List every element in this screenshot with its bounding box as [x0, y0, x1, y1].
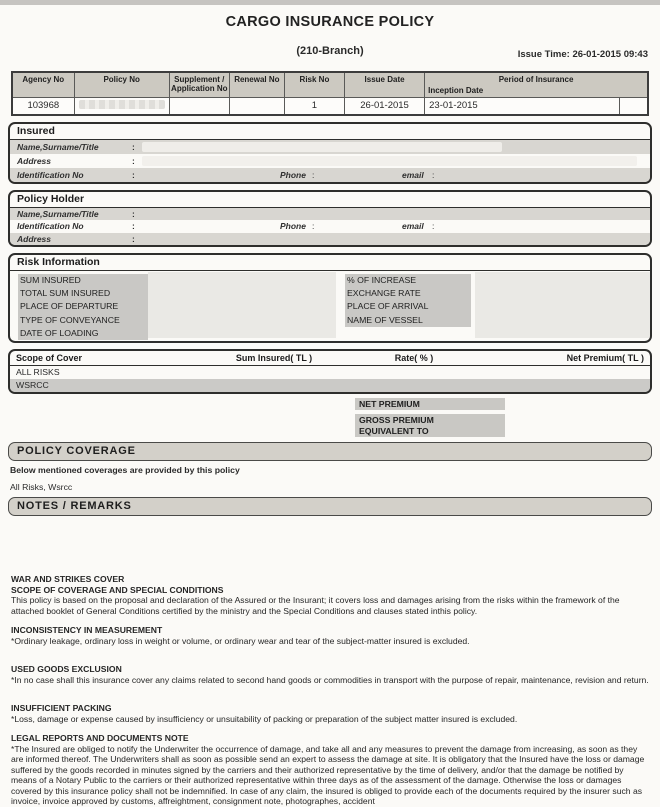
page-title: CARGO INSURANCE POLICY	[225, 14, 435, 30]
condition-body: *Ordinary leakage, ordinary loss in weight or volume, or ordinary wear and tear of the subject-matter insured is excluded.	[11, 635, 470, 646]
condition-heading: SCOPE OF COVERAGE AND SPECIAL CONDITIONS	[11, 584, 224, 595]
place-of-arrival-label: PLACE OF ARRIVAL	[345, 300, 471, 313]
risk-no-value: 1	[284, 98, 344, 115]
policy-holder-name-row	[10, 208, 650, 221]
sum-insured-col: Sum Insured( TL )	[235, 353, 313, 363]
conditions-block	[11, 574, 649, 807]
scope-row-all-risks: ALL RISKS	[16, 367, 60, 377]
colon: :	[132, 141, 135, 152]
insured-id-row	[10, 168, 650, 182]
col-supplement-no: Supplement / Application No	[169, 72, 229, 98]
insured-address-row	[10, 154, 650, 168]
notes-remarks-header: NOTES / REMARKS	[8, 497, 652, 516]
supplement-no-value	[169, 98, 229, 115]
risk-right-values-redaction	[475, 272, 652, 338]
policy-coverage-header: POLICY COVERAGE	[8, 442, 652, 461]
risk-information-section	[8, 253, 652, 343]
sum-insured-label: SUM INSURED	[18, 274, 148, 287]
policy-holder-section	[8, 190, 652, 248]
colon: :	[132, 155, 135, 166]
exchange-rate-label: EXCHANGE RATE	[345, 287, 471, 300]
insured-section-title: Insured	[10, 124, 650, 140]
policy-coverage-subtitle: Below mentioned coverages are provided by this policy	[10, 465, 240, 475]
issue-date-value: 26-01-2015	[345, 98, 425, 115]
condition-war-strikes	[11, 574, 649, 585]
scope-row-wsrcc: WSRCC	[10, 379, 650, 392]
scope-of-cover-header-row	[10, 351, 650, 366]
rate-col: Rate( % )	[394, 353, 434, 363]
condition-heading: USED GOODS EXCLUSION	[11, 664, 122, 674]
insured-email-label: email	[402, 169, 424, 180]
condition-inconsistency	[11, 625, 649, 646]
colon: :	[312, 221, 315, 231]
insured-name-label: Name,Surname/Title	[17, 141, 99, 152]
renewal-no-value	[229, 98, 284, 115]
col-agency-no: Agency No	[12, 72, 74, 98]
policy-no-redaction	[79, 100, 165, 109]
risk-information-body	[10, 272, 650, 340]
scope-of-cover-col: Scope of Cover	[16, 353, 83, 363]
colon: :	[432, 221, 435, 231]
condition-heading: WAR AND STRIKES COVER	[11, 574, 125, 584]
equivalent-to-label: EQUIVALENT TO	[359, 425, 429, 436]
subheader-row	[0, 45, 660, 63]
condition-heading: INSUFFICIENT PACKING	[11, 703, 112, 713]
insured-phone-label: Phone	[280, 169, 306, 180]
risk-right-column	[345, 272, 471, 325]
place-of-departure-label: PLACE OF DEPARTURE	[18, 300, 148, 313]
policy-coverage-list: All Risks, Wsrcc	[10, 482, 73, 492]
gross-premium-label: GROSS PREMIUM	[359, 415, 434, 425]
policy-holder-id-row	[10, 220, 650, 233]
insured-id-label: Identification No	[17, 169, 84, 180]
condition-used-goods	[11, 664, 649, 685]
col-renewal-no: Renewal No	[229, 72, 284, 98]
condition-body: *Loss, damage or expense caused by insufficiency or unsuitability of packing or preparation of the subject matter insured is excluded.	[11, 713, 518, 724]
name-of-vessel-label: NAME OF VESSEL	[345, 314, 471, 327]
colon: :	[132, 221, 135, 231]
insured-section	[8, 122, 652, 184]
notes-remarks-redacted-area	[0, 516, 660, 574]
condition-insufficient-packing	[11, 703, 649, 724]
policy-holder-id-label: Identification No	[17, 221, 84, 231]
issue-time-label: Issue Time: 26-01-2015 09:43	[517, 49, 648, 60]
type-of-conveyance-label: TYPE OF CONVEYANCE	[18, 314, 148, 327]
scan-top-strip	[0, 0, 660, 5]
policy-table-value-row	[12, 98, 648, 115]
risk-information-title: Risk Information	[10, 255, 650, 271]
policy-holder-phone-label: Phone	[280, 221, 306, 231]
col-period-of-insurance	[425, 72, 648, 98]
policy-holder-email-label: email	[402, 221, 424, 231]
condition-body: *The Insured are obliged to notify the Underwriter the occurrence of damage, and take all and any measures to prevent the damage from increasing, as soon as they are informed thereof. The Underwriters shall as soon as possible send an expert to assess the damage at site. It is obligatory that the Insured have the loss or damage suffered by the goods recorded in minutes signed by the carriers and their authorized representative by the time of delivery, and/or that the damage be notified by means of a Notary Public to the carriers or their authorized representative within three days as of the assessment of the damage. Otherwise the loss or damages covered by this insurance policy shall not be indemnified. In case of any claim, the insured is obliged to provide each of the documents required by the insurer such as invoice, invoice approved by customs, affreightment, consignment note, photographes, accident	[11, 743, 645, 806]
insured-address-label: Address	[17, 155, 52, 166]
inception-date-label: Inception Date	[428, 86, 484, 95]
agency-no-value: 103968	[12, 98, 74, 115]
condition-body: *In no case shall this insurance cover any claims related to second hand goods or commodities in transport with the purpose of repair, maintenance, revision and return.	[11, 674, 649, 685]
policy-no-value	[74, 98, 169, 115]
scope-of-cover-section	[8, 349, 652, 394]
percent-of-increase-label: % OF INCREASE	[345, 274, 471, 287]
policy-holder-address-row	[10, 233, 650, 246]
policy-summary-table	[11, 71, 649, 116]
premium-summary	[355, 398, 645, 437]
net-premium-label: NET PREMIUM	[355, 398, 505, 410]
policy-holder-address-label: Address	[17, 233, 52, 244]
condition-heading: INCONSISTENCY IN MEASUREMENT	[11, 625, 163, 635]
period-of-insurance-label: Period of Insurance	[498, 75, 574, 84]
col-risk-no: Risk No	[284, 72, 344, 98]
gross-premium-equivalent-box	[355, 414, 505, 437]
colon: :	[312, 169, 315, 180]
colon: :	[132, 208, 135, 219]
inception-date-value: 23-01-2015	[425, 98, 620, 115]
branch-label: (210-Branch)	[296, 45, 364, 57]
col-policy-no: Policy No	[74, 72, 169, 98]
policy-table-header-row	[12, 72, 648, 98]
risk-left-column	[18, 272, 148, 338]
insured-name-row	[10, 140, 650, 154]
colon: :	[132, 169, 135, 180]
insured-name-redaction	[142, 142, 502, 152]
condition-heading: LEGAL REPORTS AND DOCUMENTS NOTE	[11, 733, 189, 743]
policy-holder-name-label: Name,Surname/Title	[17, 208, 99, 219]
net-premium-col: Net Premium( TL )	[566, 353, 644, 363]
risk-left-values-redaction	[148, 272, 336, 338]
colon: :	[432, 169, 435, 180]
policy-holder-section-title: Policy Holder	[10, 192, 650, 208]
condition-legal-reports	[11, 733, 649, 807]
colon: :	[132, 233, 135, 244]
total-sum-insured-label: TOTAL SUM INSURED	[18, 287, 148, 300]
date-of-loading-label: DATE OF LOADING	[18, 327, 148, 340]
col-issue-date: Issue Date	[345, 72, 425, 98]
insured-address-redaction	[142, 156, 637, 166]
condition-scope-coverage	[11, 585, 649, 617]
period-extra-cell	[620, 98, 648, 115]
condition-body: This policy is based on the proposal and declaration of the Assured or the Insurant; it covers loss and damages arising from the risks within the framework of the attached booklet of General Conditions certified by the ministry and the Special Conditions and clauses stated inthis policy.	[11, 595, 620, 616]
